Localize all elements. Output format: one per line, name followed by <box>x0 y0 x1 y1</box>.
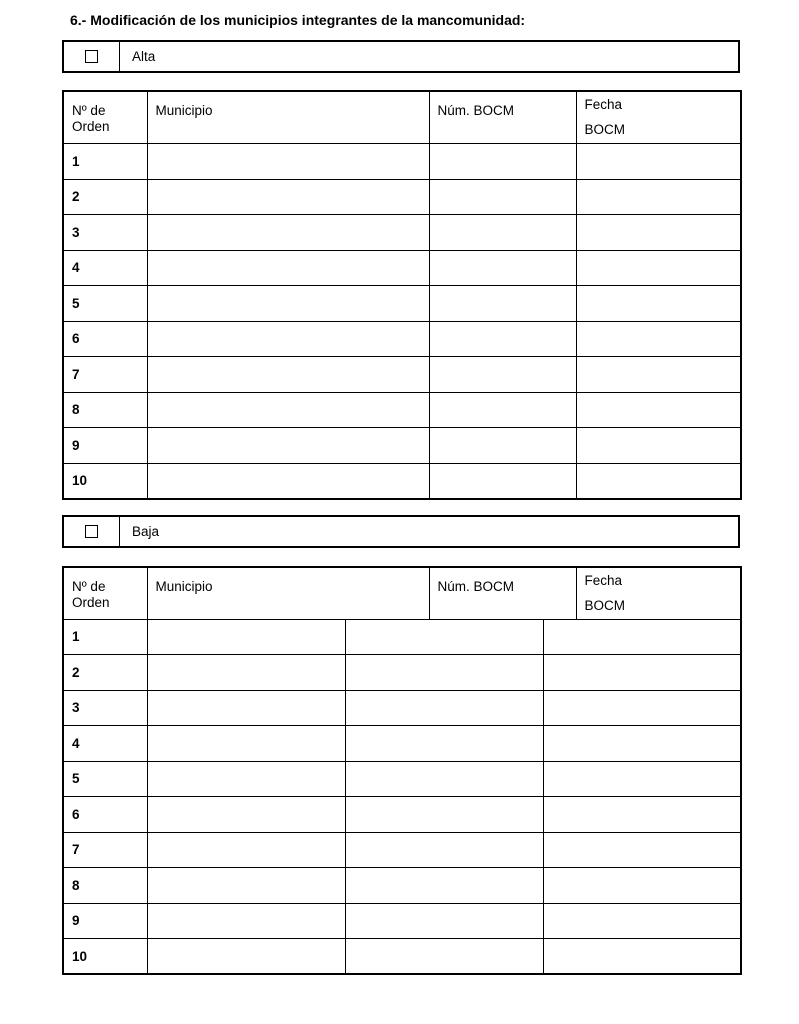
table-row <box>63 144 741 180</box>
cell-municipio[interactable] <box>147 321 429 357</box>
cell-fecha-bocm[interactable] <box>576 144 741 180</box>
cell-num-bocm[interactable] <box>345 832 543 868</box>
cell-municipio[interactable] <box>147 868 345 904</box>
cell-fecha-bocm[interactable] <box>543 655 741 691</box>
cell-num-bocm[interactable] <box>429 321 576 357</box>
column-header-num-bocm: Núm. BOCM <box>429 567 576 619</box>
cell-num-bocm[interactable] <box>429 215 576 251</box>
table-alta <box>62 90 740 500</box>
row-number-cell: 2 <box>63 655 147 691</box>
column-header-fecha-bocm: Fecha BOCM <box>576 567 741 619</box>
table-row <box>63 655 741 691</box>
cell-fecha-bocm[interactable] <box>543 797 741 833</box>
table-row <box>63 250 741 286</box>
table-baja <box>62 566 740 976</box>
row-number-cell: 3 <box>63 215 147 251</box>
row-number-cell: 9 <box>63 903 147 939</box>
table-baja-body <box>62 619 742 976</box>
row-number-cell: 8 <box>63 868 147 904</box>
cell-municipio[interactable] <box>147 797 345 833</box>
cell-municipio[interactable] <box>147 619 345 655</box>
row-number-cell: 5 <box>63 286 147 322</box>
cell-fecha-bocm[interactable] <box>543 619 741 655</box>
row-number-cell: 9 <box>63 428 147 464</box>
column-header-orden: Nº de Orden <box>63 567 147 619</box>
table-row <box>63 321 741 357</box>
column-header-num-bocm: Núm. BOCM <box>429 91 576 143</box>
alta-option-box <box>62 40 740 73</box>
section-alta <box>62 40 740 500</box>
cell-fecha-bocm[interactable] <box>576 321 741 357</box>
baja-checkbox-cell <box>64 517 120 546</box>
cell-municipio[interactable] <box>147 832 345 868</box>
baja-option-box <box>62 515 740 548</box>
cell-fecha-bocm[interactable] <box>543 939 741 975</box>
column-header-fecha-bocm: Fecha BOCM <box>576 91 741 143</box>
column-header-municipio: Municipio <box>147 567 429 619</box>
cell-num-bocm[interactable] <box>429 463 576 499</box>
cell-municipio[interactable] <box>147 428 429 464</box>
row-number-cell: 6 <box>63 797 147 833</box>
cell-num-bocm[interactable] <box>429 250 576 286</box>
table-row <box>63 392 741 428</box>
table-row <box>63 690 741 726</box>
row-number-cell: 4 <box>63 726 147 762</box>
column-header-orden: Nº de Orden <box>63 91 147 143</box>
row-number-cell: 1 <box>63 619 147 655</box>
baja-option-label: Baja <box>132 523 160 539</box>
cell-fecha-bocm[interactable] <box>543 832 741 868</box>
row-number-cell: 7 <box>63 357 147 393</box>
table-row <box>63 357 741 393</box>
table-row <box>63 463 741 499</box>
cell-municipio[interactable] <box>147 655 345 691</box>
table-row <box>63 726 741 762</box>
row-number-cell: 1 <box>63 144 147 180</box>
cell-num-bocm[interactable] <box>429 179 576 215</box>
table-row <box>63 619 741 655</box>
cell-municipio[interactable] <box>147 726 345 762</box>
cell-municipio[interactable] <box>147 761 345 797</box>
cell-municipio[interactable] <box>147 939 345 975</box>
table-row <box>63 215 741 251</box>
table-row <box>63 903 741 939</box>
cell-fecha-bocm[interactable] <box>543 690 741 726</box>
alta-checkbox[interactable] <box>85 50 98 63</box>
cell-fecha-bocm[interactable] <box>543 903 741 939</box>
cell-municipio[interactable] <box>147 392 429 428</box>
cell-fecha-bocm[interactable] <box>543 868 741 904</box>
table-alta-body <box>62 143 742 500</box>
cell-num-bocm[interactable] <box>429 357 576 393</box>
cell-num-bocm[interactable] <box>345 655 543 691</box>
cell-municipio[interactable] <box>147 179 429 215</box>
cell-fecha-bocm[interactable] <box>543 761 741 797</box>
cell-num-bocm[interactable] <box>429 144 576 180</box>
alta-option-label: Alta <box>132 49 156 64</box>
cell-num-bocm[interactable] <box>345 797 543 833</box>
table-row <box>63 939 741 975</box>
table-row <box>63 761 741 797</box>
cell-num-bocm[interactable] <box>429 428 576 464</box>
row-number-cell: 6 <box>63 321 147 357</box>
row-number-cell: 10 <box>63 939 147 975</box>
table-row <box>63 832 741 868</box>
table-alta-header <box>62 90 742 143</box>
table-row <box>63 797 741 833</box>
cell-num-bocm[interactable] <box>429 286 576 322</box>
cell-num-bocm[interactable] <box>345 690 543 726</box>
alta-checkbox-cell <box>64 42 120 71</box>
cell-num-bocm[interactable] <box>345 939 543 975</box>
cell-fecha-bocm[interactable] <box>576 463 741 499</box>
cell-fecha-bocm[interactable] <box>576 392 741 428</box>
cell-municipio[interactable] <box>147 903 345 939</box>
baja-checkbox[interactable] <box>85 525 98 538</box>
cell-municipio[interactable] <box>147 215 429 251</box>
page-title: 6.- Modificación de los municipios integrantes de la mancomunidad: <box>70 12 526 28</box>
cell-municipio[interactable] <box>147 357 429 393</box>
cell-fecha-bocm[interactable] <box>576 428 741 464</box>
row-number-cell: 8 <box>63 392 147 428</box>
row-number-cell: 3 <box>63 690 147 726</box>
cell-fecha-bocm[interactable] <box>543 726 741 762</box>
cell-fecha-bocm[interactable] <box>576 286 741 322</box>
cell-municipio[interactable] <box>147 250 429 286</box>
table-row <box>63 428 741 464</box>
cell-num-bocm[interactable] <box>345 903 543 939</box>
row-number-cell: 2 <box>63 179 147 215</box>
section-baja <box>62 515 740 976</box>
table-row <box>63 179 741 215</box>
cell-num-bocm[interactable] <box>345 868 543 904</box>
row-number-cell: 5 <box>63 761 147 797</box>
table-baja-header <box>62 566 742 619</box>
table-row <box>63 286 741 322</box>
row-number-cell: 7 <box>63 832 147 868</box>
table-row <box>63 868 741 904</box>
cell-municipio[interactable] <box>147 286 429 322</box>
cell-num-bocm[interactable] <box>429 392 576 428</box>
cell-municipio[interactable] <box>147 463 429 499</box>
cell-num-bocm[interactable] <box>345 761 543 797</box>
cell-num-bocm[interactable] <box>345 619 543 655</box>
row-number-cell: 10 <box>63 463 147 499</box>
cell-fecha-bocm[interactable] <box>576 215 741 251</box>
cell-municipio[interactable] <box>147 144 429 180</box>
cell-municipio[interactable] <box>147 690 345 726</box>
cell-fecha-bocm[interactable] <box>576 179 741 215</box>
column-header-municipio: Municipio <box>147 91 429 143</box>
cell-num-bocm[interactable] <box>345 726 543 762</box>
row-number-cell: 4 <box>63 250 147 286</box>
cell-fecha-bocm[interactable] <box>576 357 741 393</box>
cell-fecha-bocm[interactable] <box>576 250 741 286</box>
